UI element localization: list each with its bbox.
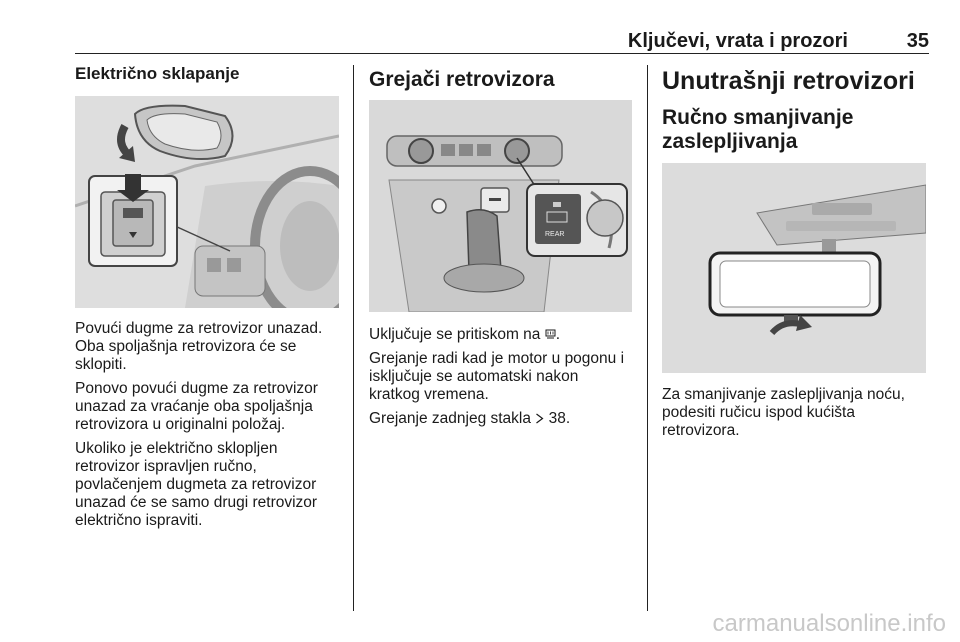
figure-rear-label: REAR [545,231,565,238]
column-3-text [662,386,934,446]
page-reference-arrow-icon [535,410,544,428]
paragraph: Ukoliko je električno sklopljen retrovizor ispravljen ručno, povlačenjem dugmeta za retrovizor unazad će se samo drugi retrovizor električno ispraviti. [75,440,318,529]
column-divider-2 [647,65,648,611]
figure-interior-mirror [662,163,926,373]
paragraph: Za smanjivanje zaslepljivanja noću, podesiti ručicu ispod kućišta retrovizora. [662,386,905,439]
text-activation: Uključuje se pritiskom na [369,326,545,343]
paragraph-operation: Grejanje radi kad je motor u pogonu i isključuje se automatski nakon kratkog vremena. [369,350,625,403]
column-divider-1 [353,65,354,611]
heading-mirror-heating: Grejači retrovizora [369,68,555,91]
figure-mirror-fold-switch [75,96,339,308]
paragraph: Ponovo povući dugme za retrovizor unazad za vraćanje oba spoljašnja retrovizora u originalni položaj. [75,380,318,433]
page-number: 35 [906,30,929,52]
heading-electric-folding: Električno sklapanje [75,64,240,83]
text-rear-heating: Grejanje zadnjeg stakla [369,410,536,427]
header-rule [75,53,929,54]
rear-window-heating-icon [545,326,556,344]
column-3-subheading-wrap [662,106,862,154]
paragraph-reference [369,410,641,428]
heading-interior-mirrors: Unutrašnji retrovizori [662,67,915,95]
column-3-heading-wrap [662,66,929,96]
column-2-text [369,326,641,434]
text-activation-end: . [555,326,561,343]
running-header-title: Ključevi, vrata i prozori [627,30,848,52]
page-reference-link[interactable]: 38. [548,410,571,427]
heading-manual-antiglare: Ručno smanjivanje zaslepljivanja [662,106,854,153]
column-1-heading-wrap [75,64,345,84]
figure-center-console [369,100,632,312]
column-1-text [75,320,350,536]
paragraph-activation [369,326,641,344]
watermark: carmanualsonline.info [712,610,946,637]
paragraph: Povući dugme za retrovizor unazad. Oba spoljašnja retrovizora će se sklopiti. [75,320,323,373]
column-2-heading-wrap [369,68,633,92]
